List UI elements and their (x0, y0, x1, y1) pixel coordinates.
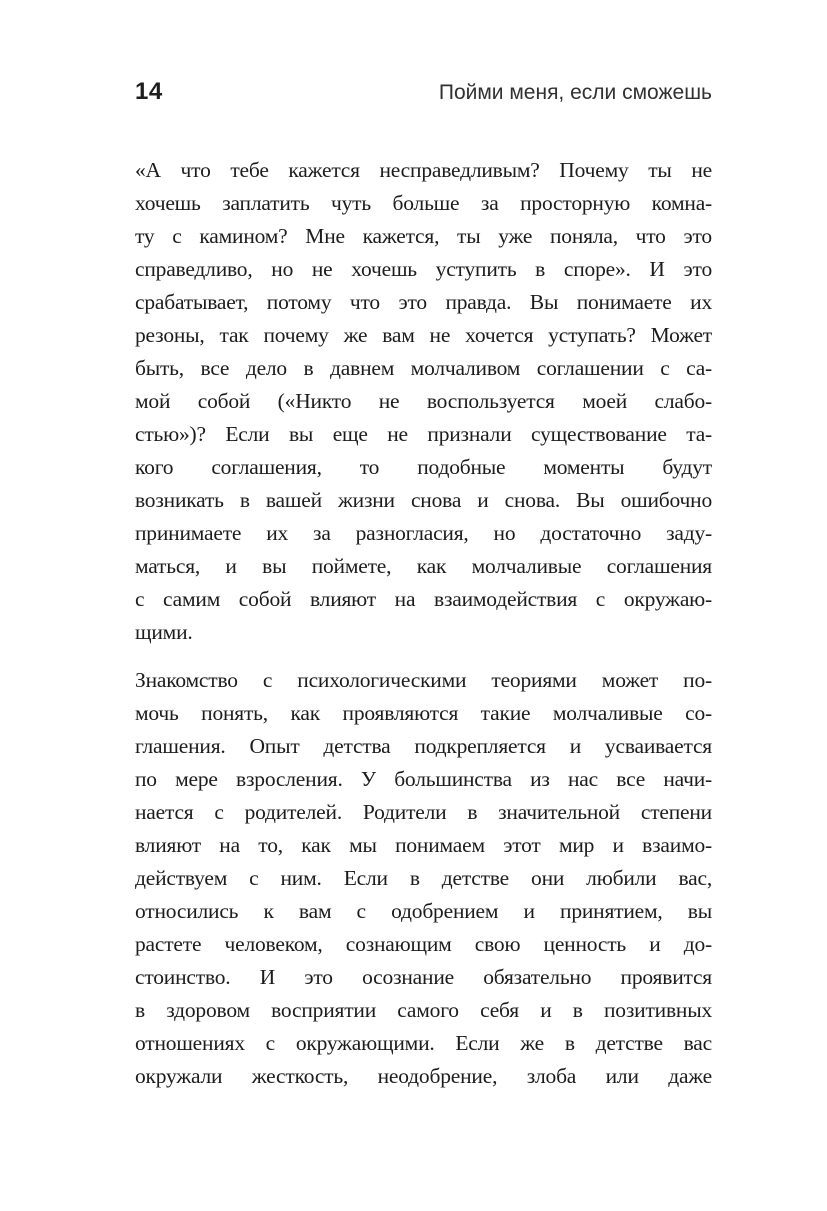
text-line: принимаете их за разногласия, но достаточно заду- (135, 521, 712, 545)
text-line: отношениях с окружающими. Если же в детстве вас (135, 1031, 712, 1055)
text-line: «А что тебе кажется несправедливым? Почему ты не (135, 158, 712, 182)
text-line: возникать в вашей жизни снова и снова. Вы ошибочно (135, 488, 712, 512)
text-line: кого соглашения, то подобные моменты будут (135, 455, 712, 479)
text-line: справедливо, но не хочешь уступить в споре». И это (135, 257, 712, 281)
text-line: срабатывает, потому что это правда. Вы понимаете их (135, 290, 712, 314)
text-line: быть, все дело в давнем молчаливом соглашении с са- (135, 356, 712, 380)
text-line: ту с камином? Мне кажется, ты уже поняла, что это (135, 224, 712, 248)
text-line: стью»)? Если вы еще не признали существование та- (135, 422, 712, 446)
text-line: маться, и вы поймете, как молчаливые соглашения (135, 554, 712, 578)
page-body (135, 154, 712, 1108)
text-line: резоны, так почему же вам не хочется уступать? Может (135, 323, 712, 347)
text-line: действуем с ним. Если в детстве они любили вас, (135, 866, 712, 890)
text-line: в здоровом восприятии самого себя и в позитивных (135, 998, 712, 1022)
text-line: мой собой («Никто не воспользуется моей слабо- (135, 389, 712, 413)
text-line: по мере взросления. У большинства из нас все начи- (135, 767, 712, 791)
running-head: Пойми меня, если сможешь (438, 81, 712, 104)
text-line: щими. (135, 620, 193, 644)
text-line: мочь понять, как проявляются такие молчаливые со- (135, 701, 712, 725)
text-line: растете человеком, сознающим свою ценность и до- (135, 932, 712, 956)
text-line: глашения. Опыт детства подкрепляется и усваивается (135, 734, 712, 758)
paragraph (135, 154, 712, 649)
text-line: относились к вам с одобрением и принятием, вы (135, 899, 712, 923)
paragraph (135, 664, 712, 1093)
text-line: хочешь заплатить чуть больше за просторную комна- (135, 191, 712, 215)
text-line: окружали жесткость, неодобрение, злоба или даже (135, 1064, 712, 1088)
page-header (135, 78, 712, 106)
text-line: влияют на то, как мы понимаем этот мир и взаимо- (135, 833, 712, 857)
text-line: Знакомство с психологическими теориями может по- (135, 668, 712, 692)
text-line: с самим собой влияют на взаимодействия с окружаю- (135, 587, 712, 611)
text-line: нается с родителей. Родители в значительной степени (135, 800, 712, 824)
text-line: стоинство. И это осознание обязательно проявится (135, 965, 712, 989)
page-number: 14 (135, 78, 163, 105)
